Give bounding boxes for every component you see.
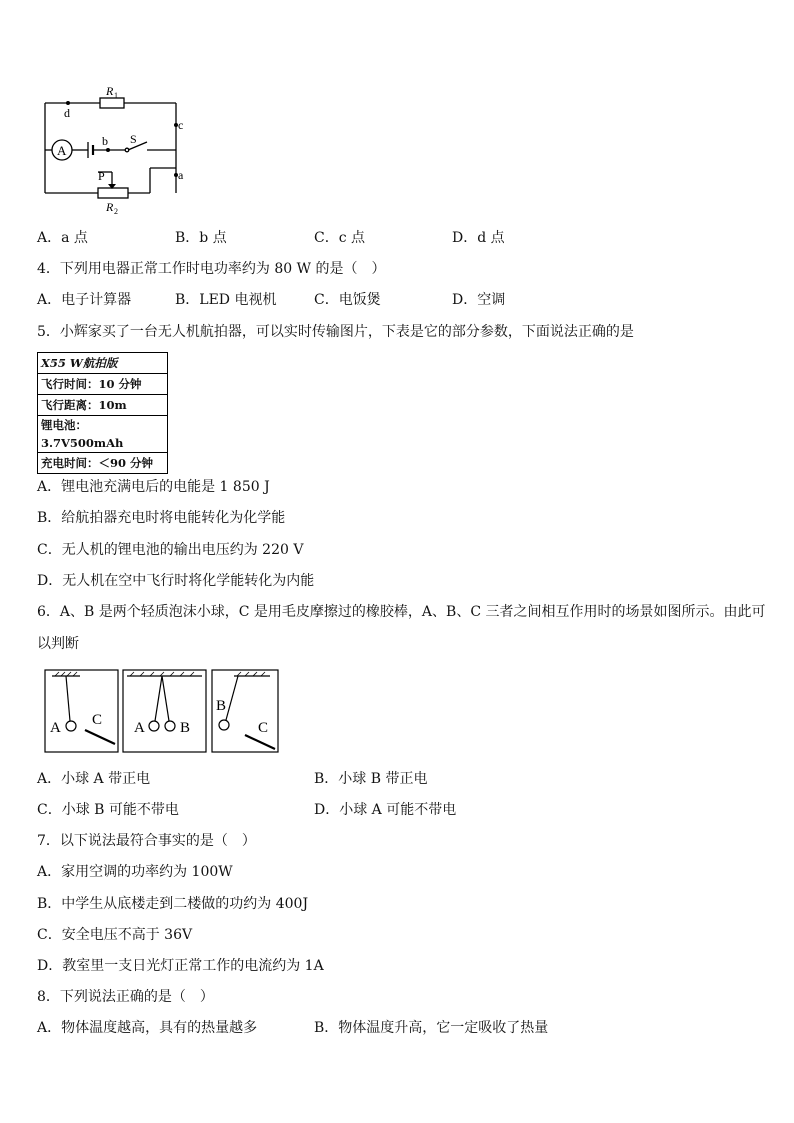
circuit-diagram bbox=[0, 0, 200, 220]
q6-stem-line2: 以判断 bbox=[37, 636, 79, 652]
q6-stem-line1: 6．A、B 是两个轻质泡沫小球，C 是用毛皮摩擦过的橡胶棒，A、B、C 三者之间相互作用时的场景如图所示。由此可 bbox=[37, 604, 766, 620]
q5-option-d: D．无人机在空中飞行时将化学能转化为内能 bbox=[37, 573, 315, 589]
q7-option-c: C．安全电压不高于 36V bbox=[37, 927, 193, 943]
label-d: d bbox=[64, 106, 70, 120]
svg-text:B: B bbox=[180, 720, 191, 736]
spec-flight-time: 飞行时间：10 分钟 bbox=[38, 374, 168, 395]
q4-option-c: C．电饭煲 bbox=[314, 292, 381, 308]
q5-option-b: B．给航拍器充电时将电能转化为化学能 bbox=[37, 510, 286, 526]
q5-option-c: C．无人机的锂电池的输出电压约为 220 V bbox=[37, 542, 304, 558]
spec-model: X55 W航拍版 bbox=[38, 353, 168, 374]
q4-stem: 4．下列用电器正常工作时电功率约为 80 W 的是（ ） bbox=[37, 261, 386, 277]
label-c: c bbox=[178, 118, 184, 132]
q8-option-a: A．物体温度越高，具有的热量越多 bbox=[37, 1020, 258, 1036]
ball-b-panel2 bbox=[165, 721, 175, 731]
svg-text:C: C bbox=[92, 712, 103, 728]
svg-text:A: A bbox=[50, 720, 61, 736]
q7-option-d: D．教室里一支日光灯正常工作的电流约为 1A bbox=[37, 958, 324, 974]
svg-text:B: B bbox=[216, 698, 227, 714]
ball-a-panel2 bbox=[149, 721, 159, 731]
label-r2: R bbox=[106, 200, 114, 214]
spec-charge-time: 充电时间：＜90 分钟 bbox=[38, 453, 168, 474]
rod-c-panel1 bbox=[85, 730, 115, 744]
q3-option-d: D．d 点 bbox=[452, 230, 505, 246]
q4-option-b: B．LED 电视机 bbox=[175, 292, 277, 308]
ball-a-panel1 bbox=[66, 721, 76, 731]
label-b: b bbox=[102, 134, 108, 148]
drone-spec-table bbox=[37, 352, 168, 474]
q4-option-a: A．电子计算器 bbox=[37, 292, 132, 308]
q6-option-a: A．小球 A 带正电 bbox=[37, 771, 151, 787]
svg-text:A: A bbox=[134, 720, 145, 736]
q5-option-a: A．锂电池充满电后的电能是 1 850 J bbox=[37, 479, 270, 495]
q7-option-a: A．家用空调的功率约为 100W bbox=[37, 864, 233, 880]
label-p: P bbox=[98, 169, 105, 183]
q3-option-a: A．a 点 bbox=[37, 230, 88, 246]
spec-flight-distance: 飞行距离：10m bbox=[38, 395, 168, 416]
q3-option-b: B．b 点 bbox=[175, 230, 227, 246]
ammeter-label: A bbox=[57, 143, 67, 158]
q6-option-c: C．小球 B 可能不带电 bbox=[37, 802, 179, 818]
q8-option-b: B．物体温度升高，它一定吸收了热量 bbox=[314, 1020, 549, 1036]
q4-option-d: D．空调 bbox=[452, 292, 506, 308]
spec-battery: 锂电池：3.7V500mAh bbox=[38, 416, 168, 453]
svg-text:2: 2 bbox=[114, 207, 118, 216]
label-a: a bbox=[178, 168, 184, 182]
charge-interaction-figure bbox=[0, 660, 300, 760]
q3-option-c: C．c 点 bbox=[314, 230, 366, 246]
q8-stem: 8．下列说法正确的是（ ） bbox=[37, 989, 214, 1005]
q7-option-b: B．中学生从底楼走到二楼做的功约为 400J bbox=[37, 896, 309, 912]
q6-option-d: D．小球 A 可能不带电 bbox=[314, 802, 457, 818]
q5-stem: 5．小辉家买了一台无人机航拍器，可以实时传输图片，下表是它的部分参数，下面说法正确的是 bbox=[37, 324, 634, 340]
q7-stem: 7．以下说法最符合事实的是（ ） bbox=[37, 833, 256, 849]
rod-c-panel3 bbox=[245, 735, 275, 749]
resistor-r2 bbox=[98, 188, 128, 198]
q6-option-b: B．小球 B 带正电 bbox=[314, 771, 428, 787]
resistor-r1 bbox=[100, 98, 124, 108]
svg-text:C: C bbox=[258, 720, 269, 736]
label-s: S bbox=[130, 132, 137, 146]
label-r1: R bbox=[106, 84, 114, 98]
ball-b-panel3 bbox=[219, 720, 229, 730]
svg-text:1: 1 bbox=[114, 91, 118, 100]
